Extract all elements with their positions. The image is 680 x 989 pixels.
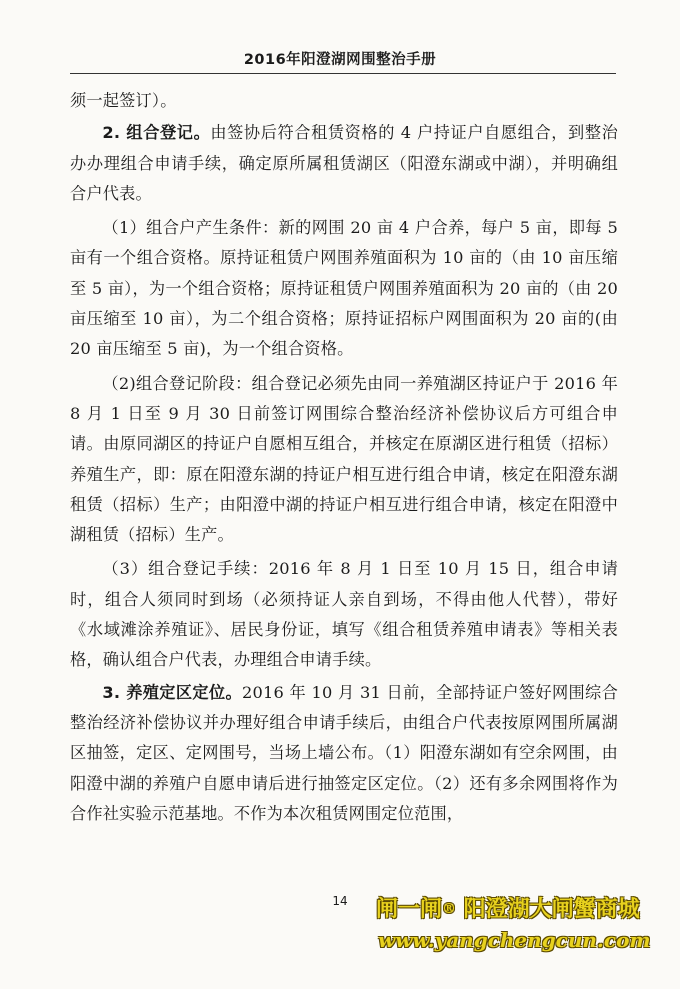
site-watermark (376, 892, 676, 954)
section-3-text: 2016 年 10 月 31 日前，全部持证户签好网围综合整治经济补偿协议并办理好组合申请手续后，由组合户代表按原网围所属湖区抽签，定区、定网围号，当场上墙公布。（1）阳澄东湖如有空余网围，由阳澄中湖的养殖户自愿申请后进行抽签定区定位。（2）还有多余网围将作为合作社实验示范基地。不作为本次租赁网围定位范围， (70, 682, 618, 823)
section-2 (70, 118, 618, 209)
body-text (70, 86, 618, 829)
watermark-url: www.yangchengcun.com (378, 928, 651, 952)
header-rule (70, 73, 616, 74)
section-2-text: 由签协后符合租赁资格的 4 户持证户自愿组合，到整治办办理组合申请手续，确定原所属租赁湖区（阳澄东湖或中湖），并明确组合户代表。 (70, 123, 618, 203)
condition-2-paragraph: （2)组合登记阶段：组合登记必须先由同一养殖湖区持证户于 2016 年 8 月 1 日至 9 月 30 日前签订网围综合整治经济补偿协议后方可组合申请。由原同湖区的持证户自愿相互组合，并核定在原湖区进行租赁（招标）养殖生产，即：原在阳澄东湖的持证户相互进行组合申请，核定在阳澄东湖租赁（招标）生产；由阳澄中湖的持证户相互进行组合申请，核定在阳澄中湖租赁（招标）生产。 (70, 373, 618, 545)
running-header: 2016年阳澄湖网围整治手册 (243, 52, 437, 68)
section-3-heading: 3. 养殖定区定位。 (102, 682, 242, 702)
paragraph-continuation: 须一起签订）。 (70, 91, 177, 110)
registered-mark-icon: ® (442, 901, 457, 917)
section-2-heading: 2. 组合登记。 (102, 123, 211, 143)
section-3 (70, 678, 618, 829)
page-number: 14 (332, 894, 348, 908)
condition-3-paragraph: （3）组合登记手续：2016 年 8 月 1 日至 10 月 15 日，组合申请时，组合人须同时到场（必须持证人亲自到场，不得由他人代替），带好《水域滩涂养殖证》、居民身份证，填写《组合租赁养殖申请表》等相关表格，确认组合户代表，办理组合申请手续。 (70, 559, 618, 670)
condition-1-paragraph: （1）组合户产生条件：新的网围 20 亩 4 户合养，每户 5 亩，即每 5 亩有一个组合资格。原持证租赁户网围养殖面积为 10 亩的（由 10 亩压缩至 5 亩），为一个组合资格；原持证租赁户网围养殖面积为 20 亩的（由 20 亩压缩至 10 亩），为二个组合资格；原持证招标户网围面积为 20 亩的(由 20 亩压缩至 5 亩)，为一个组合资格。 (70, 218, 618, 359)
watermark-brand: 闸一闸® 阳澄湖大闸蟹商城 (376, 896, 640, 922)
